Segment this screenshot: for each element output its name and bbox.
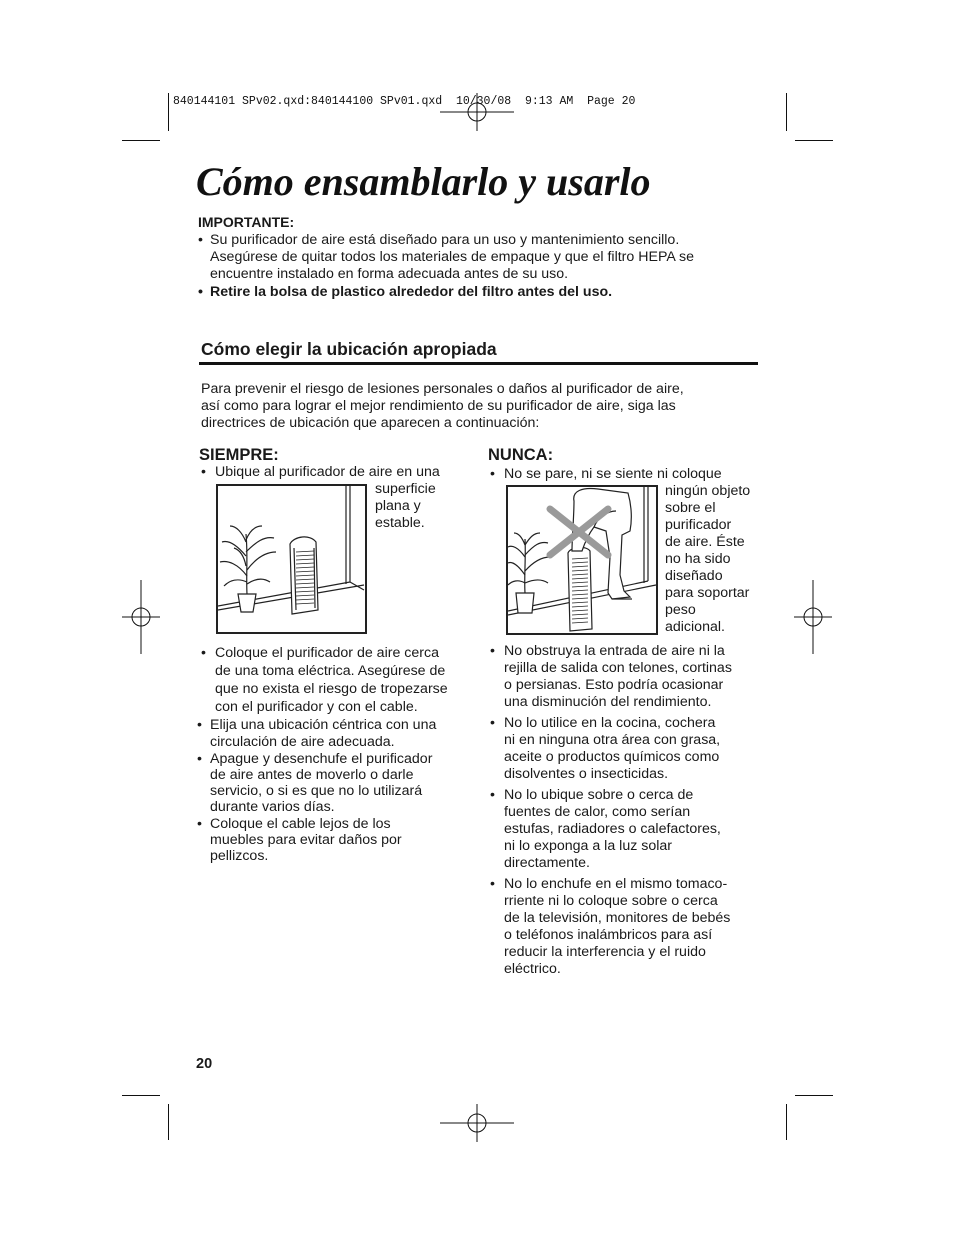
illustration-do-not-stand: [506, 485, 658, 635]
illustration-flat-surface: [216, 484, 367, 634]
important-heading: IMPORTANTE:: [198, 214, 295, 230]
slug-line: 840144101 SPv02.qxd:840144100 SPv01.qxd 10/30/08 9:13 AM Page 20: [173, 95, 636, 108]
page-number: 20: [196, 1056, 213, 1072]
page-title: Cómo ensamblarlo y usarlo: [196, 159, 651, 204]
nunca-heading: NUNCA:: [488, 446, 554, 464]
person-standing-drawing: [508, 487, 656, 633]
siempre-heading: SIEMPRE:: [199, 446, 279, 464]
section-title: Cómo elegir la ubicación apropiada: [201, 339, 497, 359]
siempre-item-1-cont: superficie plana y estable.: [375, 481, 436, 531]
plant-purifier-drawing: [218, 486, 365, 632]
section-intro: Para prevenir el riesgo de lesiones personales o daños al purificador de aire, así como para lograr el mejor rendimiento de su purificador de aire, siga las directrices de ubicación que aparecen a continuación:: [201, 381, 684, 431]
nunca-item-1-cont: ningún objeto sobre el purificador de aire. Éste no ha sido diseñado para soportar peso adicional.: [665, 483, 751, 635]
section-divider: [199, 362, 758, 365]
